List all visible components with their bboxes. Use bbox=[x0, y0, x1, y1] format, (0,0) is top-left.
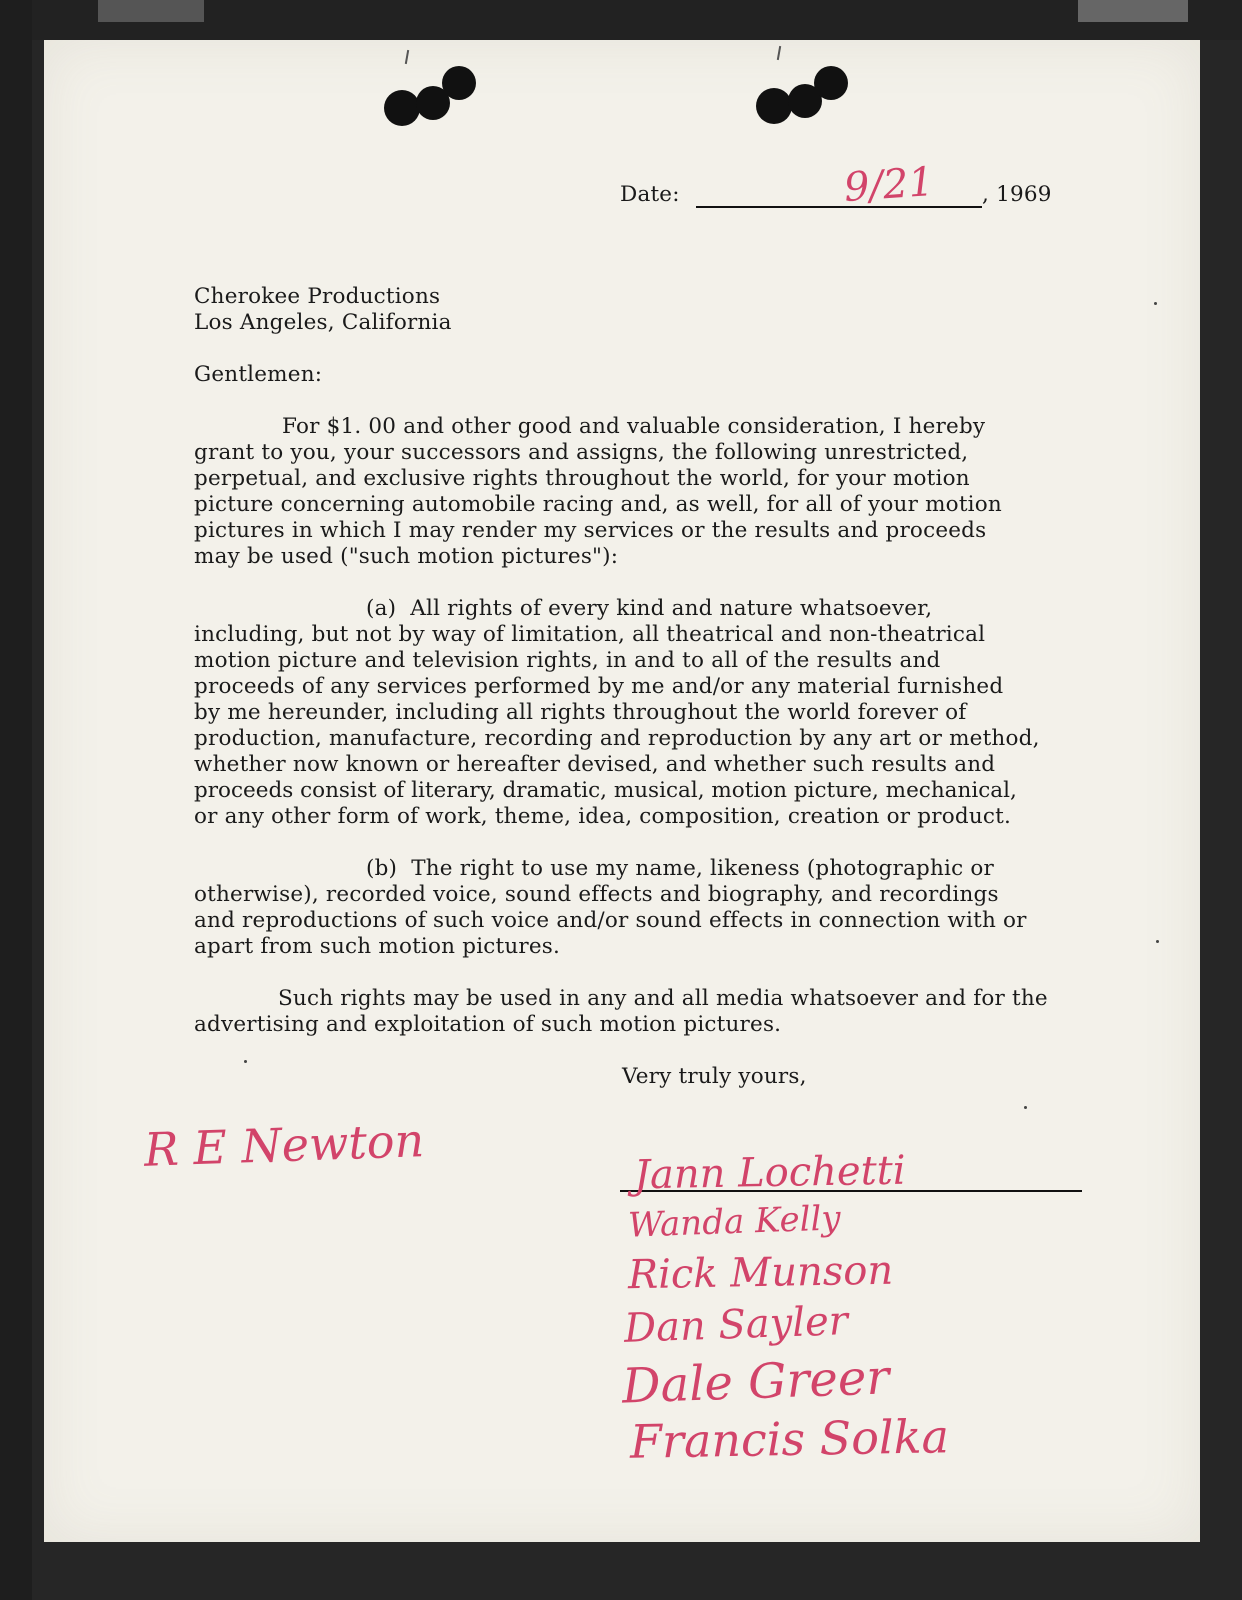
signature: Rick Munson bbox=[627, 1247, 894, 1299]
clause-a-line: including, but not by way of limitation, all theatrical and non-theatrical bbox=[194, 622, 986, 647]
clause-a-line: motion picture and television rights, in and to all of the results and bbox=[194, 648, 941, 673]
clause-a-line: by me hereunder, including all rights throughout the world forever of bbox=[194, 700, 967, 725]
paragraph-line: picture concerning automobile racing and, as well, for all of your motion bbox=[194, 492, 1002, 517]
scan-speck bbox=[1154, 302, 1157, 305]
pencil-mark bbox=[405, 50, 409, 64]
closing-line: Such rights may be used in any and all media whatsoever and for the bbox=[278, 986, 1048, 1011]
signature: Dale Greer bbox=[621, 1349, 891, 1415]
scan-speck bbox=[244, 1060, 247, 1063]
clause-a-line: whether now known or hereafter devised, and whether such results and bbox=[194, 752, 996, 777]
paragraph-line: pictures in which I may render my services or the results and proceeds bbox=[194, 518, 987, 543]
scan-tab bbox=[98, 0, 204, 22]
letter-page bbox=[44, 40, 1200, 1542]
scan-speck bbox=[1156, 940, 1159, 943]
clause-a-line: proceeds of any services performed by me and/or any material furnished bbox=[194, 674, 1004, 699]
clause-a-line: production, manufacture, recording and reproduction by any art or method, bbox=[194, 726, 1040, 751]
clause-a-line: (a) All rights of every kind and nature whatsoever, bbox=[366, 596, 933, 621]
date-label: Date: bbox=[620, 182, 680, 207]
scan-speck bbox=[1024, 1106, 1027, 1109]
signature: Francis Solka bbox=[629, 1409, 950, 1469]
date-handwritten: 9/21 bbox=[842, 158, 936, 212]
signature: Dan Sayler bbox=[623, 1298, 849, 1352]
clause-b-line: and reproductions of such voice and/or sound effects in connection with or bbox=[194, 908, 1027, 933]
clause-a-line: proceeds consist of literary, dramatic, musical, motion picture, mechanical, bbox=[194, 778, 1017, 803]
clause-a-line: or any other form of work, theme, idea, composition, creation or product. bbox=[194, 804, 1011, 829]
punch-hole bbox=[442, 66, 476, 100]
addressee-line: Los Angeles, California bbox=[194, 310, 452, 335]
punch-hole bbox=[814, 66, 848, 100]
pencil-mark bbox=[777, 46, 781, 60]
scan-tab bbox=[1078, 0, 1188, 22]
clause-b-line: (b) The right to use my name, likeness (photographic or bbox=[366, 856, 995, 881]
valediction: Very truly yours, bbox=[622, 1064, 807, 1089]
addressee-line: Cherokee Productions bbox=[194, 284, 441, 309]
clause-b-line: apart from such motion pictures. bbox=[194, 934, 561, 959]
paragraph-line: grant to you, your successors and assigns, the following unrestricted, bbox=[194, 440, 969, 465]
signature-left: R E Newton bbox=[143, 1113, 425, 1177]
paragraph-line: may be used ("such motion pictures"): bbox=[194, 544, 619, 569]
closing-line: advertising and exploitation of such motion pictures. bbox=[194, 1012, 782, 1037]
paragraph-line: For $1. 00 and other good and valuable consideration, I hereby bbox=[282, 414, 986, 439]
signature: Wanda Kelly bbox=[627, 1198, 842, 1246]
salutation: Gentlemen: bbox=[194, 362, 323, 387]
scan-border-left bbox=[0, 0, 32, 1600]
punch-hole bbox=[756, 88, 792, 124]
clause-b-line: otherwise), recorded voice, sound effects and biography, and recordings bbox=[194, 882, 999, 907]
date-year: , 1969 bbox=[982, 182, 1052, 207]
paragraph-line: perpetual, and exclusive rights throughout the world, for your motion bbox=[194, 466, 970, 491]
signature: Jann Lochetti bbox=[633, 1147, 906, 1199]
punch-hole bbox=[384, 90, 420, 126]
date-underline bbox=[696, 206, 982, 208]
